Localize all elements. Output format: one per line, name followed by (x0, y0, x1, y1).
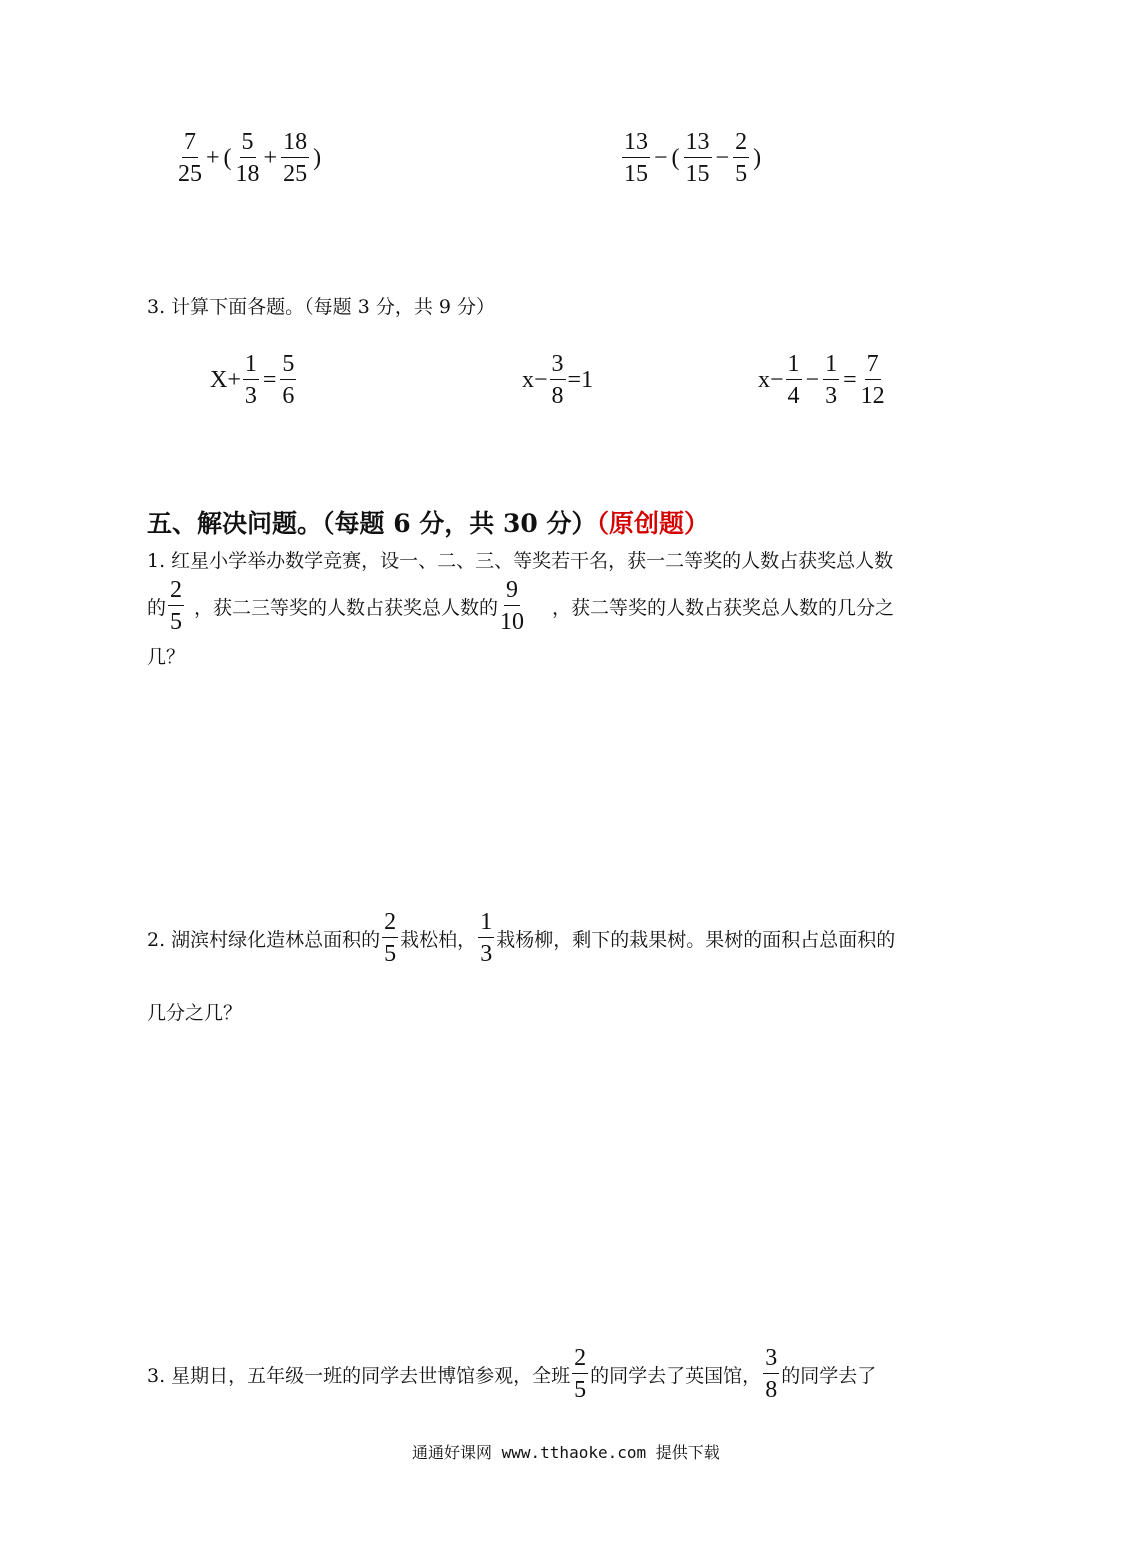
fraction: $\frac{1}{4}$ (787, 351, 800, 409)
fraction: $\frac{9}{10}$ (500, 577, 525, 635)
fraction: $\frac{18}{25}$ (283, 129, 308, 187)
fraction: $\frac{2}{5}$ (384, 909, 397, 967)
q1-line-3: 几？ (147, 646, 186, 668)
equation-2: x− $\frac{3}{8}$ =1 (522, 351, 594, 409)
section-3-title: 3. 计算下面各题。（每题 3 分，共 9 分） (147, 296, 496, 318)
fraction: $\frac{5}{18}$ (235, 129, 260, 187)
q2-line-2: 几分之几？ (147, 1002, 243, 1024)
footer-source: 通通好课网 www.tthaoke.com 提供下载 (412, 1443, 720, 1462)
equation-1: X+ $\frac{1}{3}$ = $\frac{5}{6}$ (210, 351, 295, 409)
fraction: $\frac{2}{5}$ (170, 577, 183, 635)
q3-line-1: 3. 星期日，五年级一班的同学去世博馆参观，全班 $\frac{2}{5}$ 的同学去了英国馆， $\frac{3}{8}$ 的同学去了 (147, 1345, 877, 1403)
q1-line-2: 的 $\frac{2}{5}$ ，获二三等奖的人数占获奖总人数的 $\frac{9}{10}$ ，获二等奖的人数占获奖总人数的几分之 (147, 577, 895, 635)
fraction: $\frac{1}{3}$ (480, 909, 493, 967)
fraction: $\frac{1}{3}$ (825, 351, 838, 409)
fraction: $\frac{1}{3}$ (244, 351, 257, 409)
q1-line-1: 1. 红星小学举办数学竞赛，设一、二、三、等奖若干名，获一二等奖的人数占获奖总人数 (147, 550, 894, 572)
fraction: $\frac{2}{5}$ (735, 129, 748, 187)
fraction: $\frac{7}{25}$ (178, 129, 202, 187)
fraction: $\frac{13}{15}$ (685, 129, 710, 187)
fraction: $\frac{5}{6}$ (282, 351, 295, 409)
fraction: $\frac{7}{12}$ (860, 351, 885, 409)
equation-3: x− $\frac{1}{4}$ − $\frac{1}{3}$ = $\frac{7}{12}$ (758, 351, 885, 409)
expression-1: $\frac{7}{25}$ + ( $\frac{5}{18}$ + $\frac{18}{25}$ ) (178, 129, 322, 187)
fraction: $\frac{13}{15}$ (624, 129, 648, 187)
original-question-tag: （原创题） (596, 509, 710, 538)
q2-line-1: 2. 湖滨村绿化造林总面积的 $\frac{2}{5}$ 栽松柏， $\frac{1}{3}$ 栽杨柳，剩下的栽果树。果树的面积占总面积的 (147, 909, 896, 967)
fraction: $\frac{3}{8}$ (551, 351, 564, 409)
expression-2: $\frac{13}{15}$ − ( $\frac{13}{15}$ − $\frac{2}{5}$ ) (624, 129, 762, 187)
fraction: $\frac{2}{5}$ (574, 1345, 587, 1403)
fraction: $\frac{3}{8}$ (765, 1345, 778, 1403)
section-5-heading: 五、解决问题。（每题 6 分，共 30 分）（原创题） (147, 509, 710, 538)
